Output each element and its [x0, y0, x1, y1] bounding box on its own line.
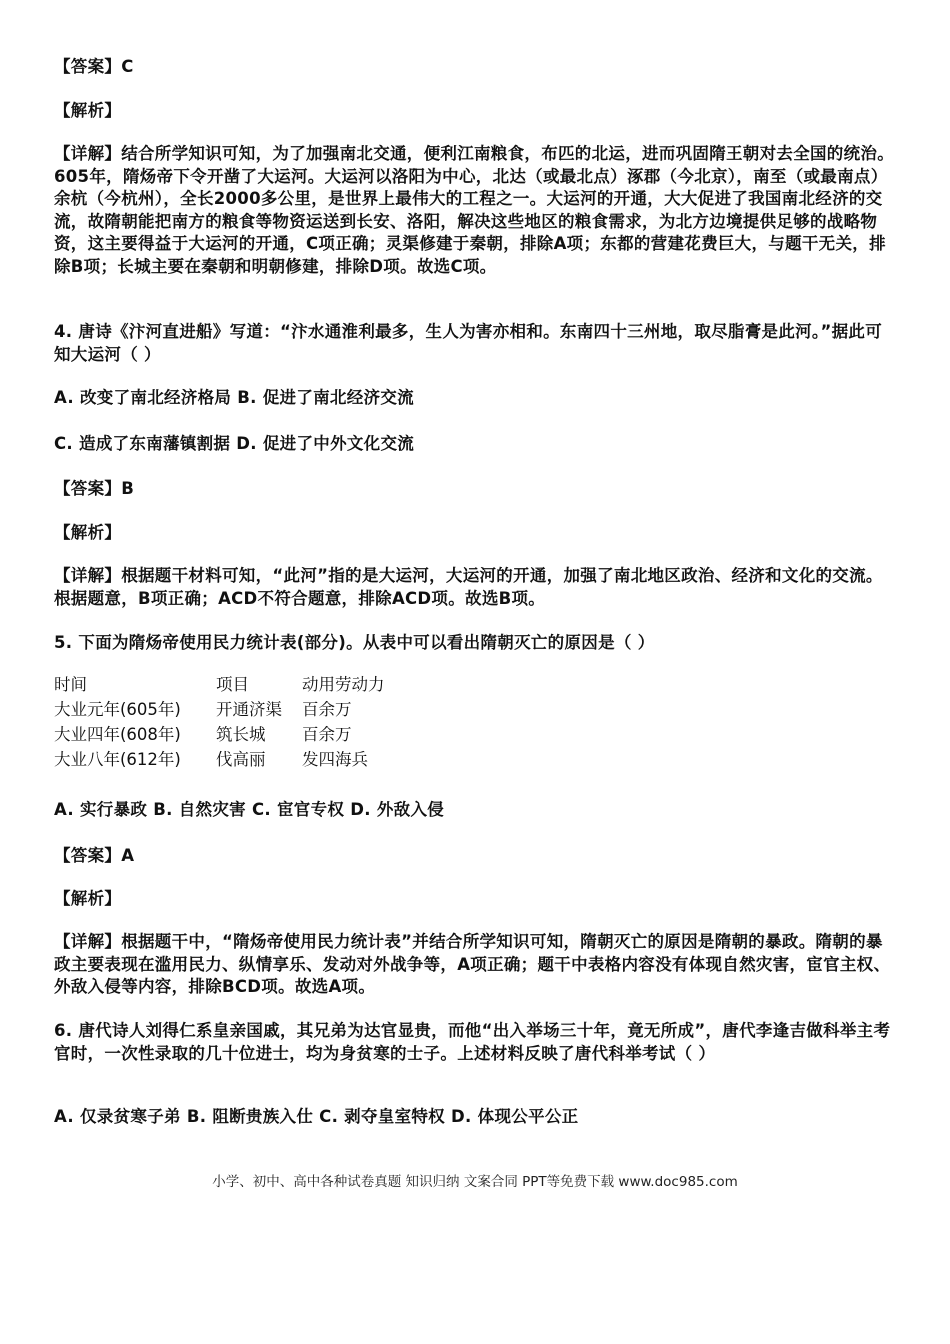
table-header-cell: 项目 — [216, 675, 249, 694]
table-cell: 发四海兵 — [302, 750, 368, 769]
table-header-cell: 动用劳动力 — [302, 675, 385, 694]
labor-table — [54, 672, 474, 772]
table-cell: 大业四年(608年) — [54, 725, 181, 744]
analysis-heading-4: 【解析】 — [54, 523, 122, 542]
table-cell: 开通济渠 — [216, 700, 282, 719]
table-row — [54, 722, 474, 747]
table-cell: 筑长城 — [216, 725, 266, 744]
answer-3: 【答案】C — [54, 57, 134, 76]
answer-4: 【答案】B — [54, 479, 135, 498]
question-4: 4. 唐诗《汴河直进船》写道：“汴水通淮利最多，生人为害亦相和。东南四十三州地，取尽脂膏是此河。”据此可知大运河（ ） — [54, 322, 883, 364]
table-cell: 百余万 — [302, 700, 352, 719]
question-5: 5. 下面为隋炀帝使用民力统计表(部分)。从表中可以看出隋朝灭亡的原因是（ ） — [54, 633, 655, 652]
table-cell: 百余万 — [302, 725, 352, 744]
table-header-row — [54, 672, 474, 697]
detail-4: 【详解】根据题干材料可知，“此河”指的是大运河，大运河的开通，加强了南北地区政治、经济和文化的交流。根据题意，B项正确；ACD不符合题意，排除ACD项。故选B项。 — [54, 566, 883, 608]
table-row — [54, 697, 474, 722]
table-header-cell: 时间 — [54, 675, 87, 694]
question-4-options-ab: A. 改变了南北经济格局 B. 促进了南北经济交流 — [54, 388, 414, 407]
table-row — [54, 747, 474, 772]
question-4-options-cd: C. 造成了东南藩镇割据 D. 促进了中外文化交流 — [54, 434, 415, 453]
answer-5: 【答案】A — [54, 846, 135, 865]
detail-5: 【详解】根据题干中，“隋炀帝使用民力统计表”并结合所学知识可知，隋朝灭亡的原因是隋朝的暴政。隋朝的暴政主要表现在滥用民力、纵情享乐、发动对外战争等，A项正确；题干中表格内容没有体现自然灾害，宦官主权、外敌入侵等内容，排除BCD项。故选A项。 — [54, 932, 891, 996]
question-5-options: A. 实行暴政 B. 自然灾害 C. 宦官专权 D. 外敌入侵 — [54, 800, 445, 819]
table-cell: 伐高丽 — [216, 750, 266, 769]
table-cell: 大业八年(612年) — [54, 750, 181, 769]
question-6-options: A. 仅录贫寒子弟 B. 阻断贵族入仕 C. 剥夺皇室特权 D. 体现公平公正 — [54, 1107, 579, 1126]
question-6: 6. 唐代诗人刘得仁系皇亲国戚，其兄弟为达官显贵，而他“出入举场三十年，竟无所成”，唐代李逢吉做科举主考官时，一次性录取的几十位进士，均为身贫寒的士子。上述材料反映了唐代科举考试（ ） — [54, 1021, 891, 1063]
page-footer: 小学、初中、高中各种试卷真题 知识归纳 文案合同 PPT等免费下载 www.doc985.com — [212, 1174, 738, 1190]
analysis-heading-3: 【解析】 — [54, 101, 122, 120]
detail-3: 【详解】结合所学知识可知，为了加强南北交通，便利江南粮食，布匹的北运，进而巩固隋王朝对去全国的统治。605年，隋炀帝下令开凿了大运河。大运河以洛阳为中心，北达（或最北点）涿郡（今北京），南至（或最南点）余杭（今杭州），全长2000多公里，是世界上最伟大的工程之一。大运河的开通，大大促进了我国南北经济的交流，故隋朝能把南方的粮食等物资运送到长安、洛阳，解决这些地区的粮食需求，为北方边境提供足够的战略物资，这主要得益于大运河的开通，C项正确；灵渠修建于秦朝，排除A项；东都的营建花费巨大，与题干无关，排除B项；长城主要在秦朝和明朝修建，排除D项。故选C项。 — [54, 144, 894, 276]
analysis-heading-5: 【解析】 — [54, 889, 122, 908]
table-cell: 大业元年(605年) — [54, 700, 181, 719]
